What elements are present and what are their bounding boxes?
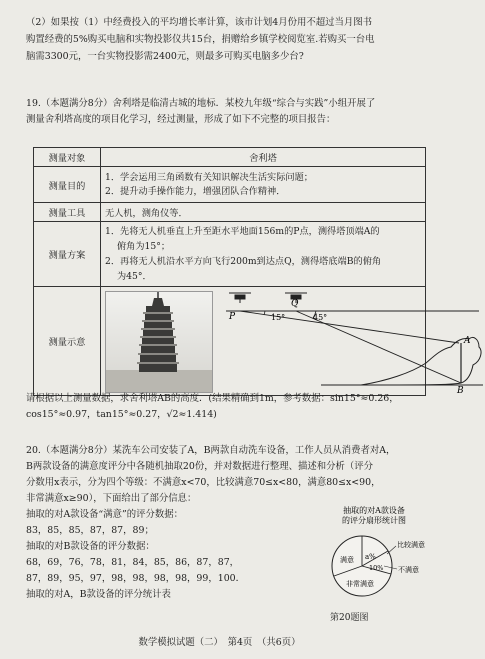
tool-label: 测量工具	[34, 203, 101, 222]
plan-label: 测量方案	[34, 222, 101, 287]
plan-line-4: 为45°．	[117, 271, 152, 282]
pie-label-bijiao: 比较满意	[397, 541, 425, 549]
q20-line9: 87，89，95，97，98，98，98，98，99，100．	[26, 573, 246, 584]
q19-ask-line2: cos15°≈0.97，tan15°≈0.27，√2≈1.414)	[26, 409, 217, 420]
pagoda-photo	[105, 291, 213, 393]
page-footer: 数学模拟试题（二） 第4页 （共6页）	[138, 637, 301, 648]
pie-title-2: 的评分扇形统计图	[342, 516, 406, 525]
table-header-tower: 舍利塔	[101, 148, 426, 167]
q18-part2-line3: 脑需3300元，一台实物投影需2400元，则最多可购买电脑多少台?	[26, 51, 304, 62]
label-angle-15: 15°	[271, 313, 286, 322]
table-header-object: 测量对象	[34, 148, 101, 167]
tool-cell: 无人机，测角仪等．	[101, 203, 426, 222]
pie-label-bumanyi: 不满意	[398, 566, 419, 574]
q19-ask-line1: 请根据以上测量数据，求舍利塔AB的高度．(结果精确到1m，参考数据：sin15°≈0.26，	[26, 393, 399, 404]
goal-label: 测量目的	[34, 167, 101, 203]
pie-title-1: 抽取的对A款设备	[343, 506, 405, 515]
plan-line-2: 俯角为15°；	[117, 241, 171, 252]
pie-label-a: a%	[365, 553, 376, 561]
plan-cell	[101, 222, 426, 287]
figure-label: 测量示意	[34, 287, 101, 396]
q20-line2: B两款设备的满意度评分中各随机抽取20份，并对数据进行整理、描述和分析（评分	[26, 461, 373, 472]
q20-line5: 抽取的对A款设备“满意”的评分数据：	[26, 509, 183, 520]
pie-label-feichang: 非常满意	[346, 580, 374, 588]
q20-line1: 20.（本题满分8分）某洗车公司安装了A，B两款自动洗车设备，工作人员从消费者对A，	[26, 445, 396, 456]
pie-label-10: 10%	[369, 564, 384, 572]
q20-line10: 抽取的对A，B款设备的评分统计表	[26, 589, 171, 600]
q20-line8: 68，69，76，78，81，84，85，86，87，87，	[26, 557, 240, 568]
pie-chart	[312, 504, 436, 616]
figure-cell	[101, 287, 471, 396]
q19-line1: 19.（本题满分8分）舍利塔是临清古城的地标．某校九年级“综合与实践”小组开展了	[26, 98, 376, 109]
goal-cell	[101, 167, 426, 203]
goal-item-1: 1．学会运用三角函数有关知识解决生活实际问题；	[105, 171, 313, 183]
q18-part2-line2: 购置经费的5%购买电脑和实物投影仪共15台，捐赠给乡镇学校阅览室.若购买一台电	[26, 34, 375, 45]
label-p: P	[229, 312, 236, 322]
label-angle-45: 45°	[313, 313, 328, 322]
q19-line2: 测量舍利塔高度的项目化学习，经过测量，形成了如下不完整的项目报告：	[26, 114, 336, 125]
goal-item-2: 2．提升动手操作能力，增强团队合作精神．	[105, 185, 286, 197]
q20-line4: 非常满意x≥90），下面给出了部分信息：	[26, 493, 197, 504]
figure-caption: 第20题图	[330, 613, 369, 623]
plan-line-1: 1．先将无人机垂直上升至距水平地面156m的P点，测得塔顶端A的	[105, 226, 380, 237]
pie-label-manyi: 满意	[340, 556, 354, 564]
label-q: Q	[291, 299, 299, 309]
plan-line-3: 2．再将无人机沿水平方向飞行200m到达点Q，测得塔底端B的俯角	[105, 256, 382, 267]
label-b: B	[457, 386, 464, 396]
q18-part2-line1: （2）如果按（1）中经费投入的平均增长率计算，该市计划4月份用不超过当月图书	[26, 17, 373, 28]
drone-icon-p	[229, 293, 251, 303]
q20-line3: 分数用x表示，分为四个等级：不满意x<70，比较满意70≤x<80，满意80≤x<90，	[26, 477, 381, 488]
measurement-diagram	[221, 289, 485, 396]
label-a: A	[464, 336, 471, 346]
q20-line6: 83，85，85，87，87，89；	[26, 525, 154, 536]
q20-line7: 抽取的对B款设备的评分数据：	[26, 541, 155, 552]
q19-report-table	[33, 147, 471, 396]
